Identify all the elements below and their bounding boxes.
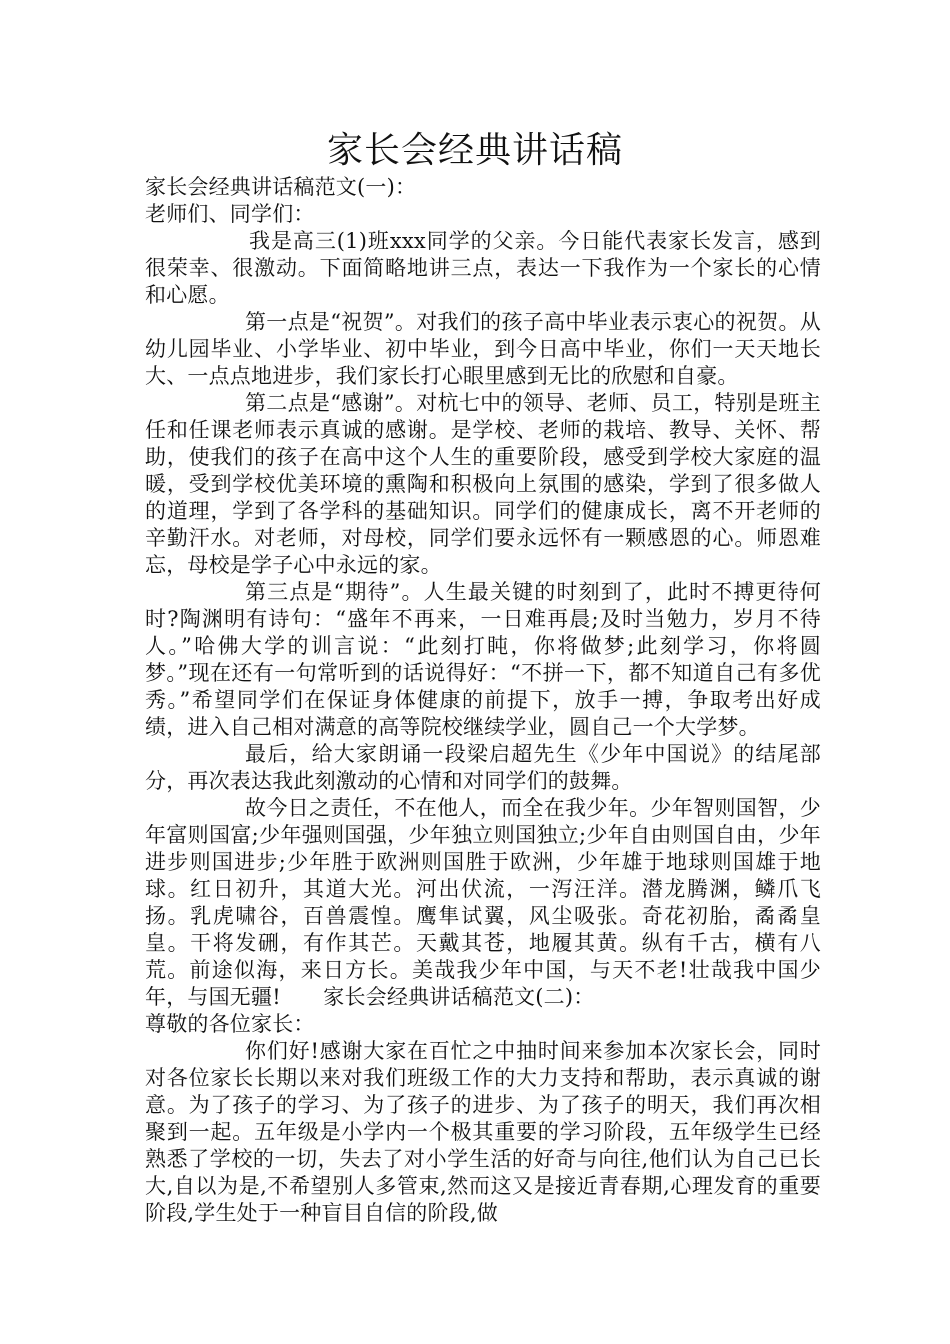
section-intro: 家长会经典讲话稿范文(一)： (145, 175, 417, 199)
paragraph: 第二点是“感谢”。对杭七中的领导、老师、员工，特别是班主任和任课老师表示真诚的感谢。是学校、老师的栽培、教导、关怀、帮助，使我们的孩子在高中这个人生的重要阶段，感受到学校大家庭的温暖，受到学校优美环境的熏陶和积极向上氛围的感染，学到了很多做人的道理，学到了各学科的基础知识。同学们的健康成长，离不开老师的辛勤汗水。对老师，对母校，同学们要永远怀有一颗感恩的心。师恩难忘，母校是学子心中永远的家。 (145, 391, 821, 577)
document-title: 家长会经典讲话稿 (326, 130, 623, 171)
paragraph: 我是高三(1)班xxx同学的父亲。今日能代表家长发言，感到很荣幸、很激动。下面简略地讲三点，表达一下我作为一个家长的心情和心愿。 (145, 229, 821, 307)
paragraph: 第三点是“期待”。人生最关键的时刻到了，此时不搏更待何时?陶渊明有诗句：“盛年不再来，一日难再晨;及时当勉力，岁月不待人。”哈佛大学的训言说：“此刻打盹，你将做梦;此刻学习，你将圆梦。”现在还有一句常听到的话说得好：“不拼一下，都不知道自己有多优秀。”希望同学们在保证身体健康的前提下，放手一搏，争取考出好成绩，进入自己相对满意的高等院校继续学业，圆自己一个大学梦。 (145, 580, 821, 739)
document-body (145, 174, 821, 1227)
greeting-parents: 尊敬的各位家长： (145, 1012, 315, 1036)
greeting-teachers-students: 老师们、同学们： (145, 202, 315, 226)
paragraph: 第一点是“祝贺”。对我们的孩子高中毕业表示衷心的祝贺。从幼儿园毕业、小学毕业、初中毕业，到今日高中毕业，你们一天天地长大、一点点地进步，我们家长打心眼里感到无比的欣慰和自豪。 (145, 310, 821, 388)
paragraph: 故今日之责任，不在他人，而全在我少年。少年智则国智，少年富则国富;少年强则国强，少年独立则国独立;少年自由则国自由，少年进步则国进步;少年胜于欧洲则国胜于欧洲，少年雄于地球则国雄于地球。红日初升，其道大光。河出伏流，一泻汪洋。潜龙腾渊，鳞爪飞扬。乳虎啸谷，百兽震惶。鹰隼试翼，风尘吸张。奇花初胎，矞矞皇皇。干将发硎，有作其芒。天戴其苍，地履其黄。纵有千古，横有八荒。前途似海，来日方长。美哉我少年中国，与天不老!壮哉我中国少年，与国无疆! 家长会经典讲话稿范文(二)： (145, 796, 821, 1009)
paragraph: 你们好!感谢大家在百忙之中抽时间来参加本次家长会，同时对各位家长长期以来对我们班级工作的大力支持和帮助，表示真诚的谢意。为了孩子的学习、为了孩子的进步、为了孩子的明天，我们再次相聚到一起。五年级是小学内一个极其重要的学习阶段，五年级学生已经熟悉了学校的一切，失去了对小学生活的好奇与向往,他们认为自己已长大,自以为是,不希望别人多管束,然而这又是接近青春期,心理发育的重要阶段,学生处于一种盲目自信的阶段,做 (145, 1039, 821, 1225)
paragraph: 最后，给大家朗诵一段梁启超先生《少年中国说》的结尾部分，再次表达我此刻激动的心情和对同学们的鼓舞。 (145, 742, 821, 793)
